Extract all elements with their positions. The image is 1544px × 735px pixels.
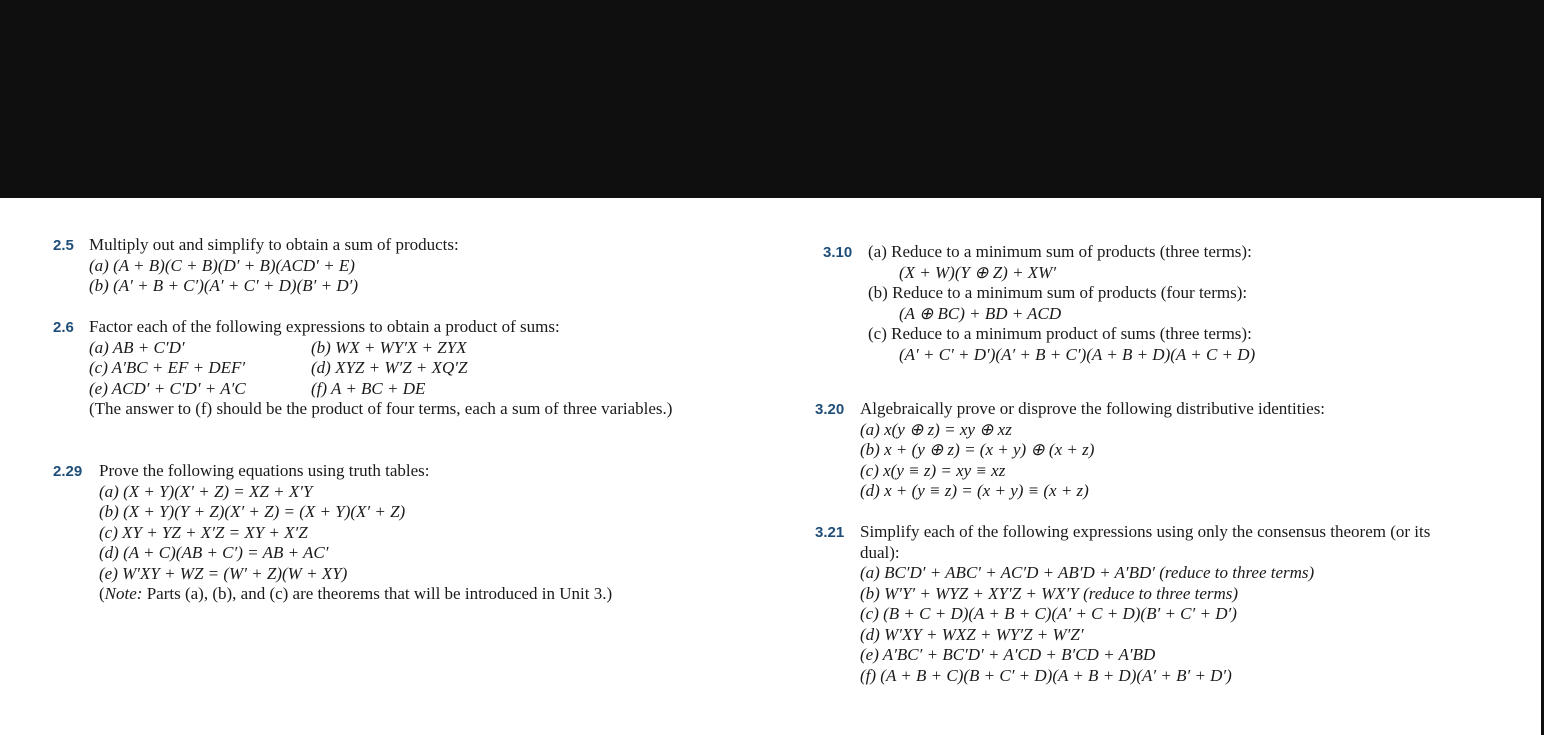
part-d: (d) x + (y ≡ z) = (x + y) ≡ (x + z) <box>860 481 1089 500</box>
problem-number: 2.29 <box>53 463 83 480</box>
problem-2-6 <box>53 317 672 420</box>
part-b: (b) x + (y ⊕ z) = (x + y) ⊕ (x + z) <box>860 440 1095 459</box>
part-c: (c) XY + YZ + X′Z = XY + X′Z <box>99 522 308 542</box>
part-b-expression: (A ⊕ BC) + BD + ACD <box>899 303 1062 323</box>
part-a: (a) x(y ⊕ z) = xy ⊕ xz <box>860 419 1012 439</box>
part-a: (a) (A + B)(C + B)(D′ + B)(ACD′ + E) <box>89 255 355 275</box>
problem-3-10 <box>823 242 1255 365</box>
part-d: (d) XYZ + W′Z + XQ′Z <box>311 358 468 377</box>
problem-2-5 <box>53 235 459 297</box>
parts-row <box>89 358 672 379</box>
problem-title: Factor each of the following expressions to obtain a product of sums: <box>89 317 560 336</box>
part-f: (f) (A + B + C)(B + C′ + D)(A + B + D)(A′ + B′ + D′) <box>860 665 1232 685</box>
part-d: (d) (A + C)(AB + C′) = AB + AC′ <box>99 543 329 562</box>
top-black-band <box>0 0 1544 198</box>
problem-title: Simplify each of the following expressions using only the consensus theorem (or its <box>860 522 1431 541</box>
part-c: (c) (B + C + D)(A + B + C)(A′ + C + D)(B′ + C′ + D′) <box>860 604 1237 623</box>
problem-title-cont: dual): <box>860 542 900 562</box>
part-b: (b) WX + WY′X + ZYX <box>311 337 467 357</box>
problem-number: 2.5 <box>53 237 74 254</box>
part-c-expression: (A′ + C′ + D′)(A′ + B + C′)(A + B + D)(A + C + D) <box>899 344 1256 364</box>
parts-row <box>89 379 672 400</box>
problem-2-29 <box>53 461 612 605</box>
part-b: (b) W′Y′ + WYZ + XY′Z + WX′Y (reduce to three terms) <box>860 583 1239 603</box>
problem-3-20 <box>815 399 1325 502</box>
problem-number: 3.10 <box>823 244 853 261</box>
problem-title: Multiply out and simplify to obtain a sum of products: <box>89 235 459 254</box>
part-e: (e) A′BC′ + BC′D′ + A′CD + B′CD + A′BD <box>860 645 1156 664</box>
part-f: (f) A + BC + DE <box>311 378 426 398</box>
problem-title: Prove the following equations using truth tables: <box>99 461 430 480</box>
problem-3-21 <box>815 522 1430 686</box>
part-a: (a) (X + Y)(X′ + Z) = XZ + X′Y <box>99 481 313 501</box>
part-b-title: (b) Reduce to a minimum sum of products (four terms): <box>868 283 1248 302</box>
part-e: (e) W′XY + WZ = (W′ + Z)(W + XY) <box>99 563 348 583</box>
part-c: (c) x(y ≡ z) = xy ≡ xz <box>860 460 1006 480</box>
problem-number: 3.21 <box>815 524 845 541</box>
part-c: (c) A′BC + EF + DEF′ <box>89 358 246 377</box>
part-a: (a) AB + C′D′ <box>89 337 185 357</box>
problem-number: 2.6 <box>53 319 74 336</box>
part-c-title: (c) Reduce to a minimum product of sums (three terms): <box>868 324 1252 343</box>
problem-number: 3.20 <box>815 401 845 418</box>
note-label: Note: <box>104 584 143 603</box>
part-b: (b) (X + Y)(Y + Z)(X′ + Z) = (X + Y)(X′ + Z) <box>99 502 406 521</box>
part-a-title: (a) Reduce to a minimum sum of products (three terms): <box>868 242 1252 261</box>
part-e: (e) ACD′ + C′D′ + A′C <box>89 378 246 398</box>
problem-note: (The answer to (f) should be the product of four terms, each a sum of three variables.) <box>89 399 673 418</box>
part-d: (d) W′XY + WXZ + WY′Z + W′Z′ <box>860 624 1084 644</box>
problem-title: Algebraically prove or disprove the following distributive identities: <box>860 399 1326 418</box>
parts-row <box>89 338 672 359</box>
part-b: (b) (A′ + B + C′)(A′ + C′ + D)(B′ + D′) <box>89 276 358 295</box>
part-a-expression: (X + W)(Y ⊕ Z) + XW′ <box>899 262 1057 282</box>
part-a: (a) BC′D′ + ABC′ + AC′D + AB′D + A′BD′ (reduce to three terms) <box>860 563 1315 582</box>
problem-note: (Note: Parts (a), (b), and (c) are theorems that will be introduced in Unit 3.) <box>99 584 613 603</box>
